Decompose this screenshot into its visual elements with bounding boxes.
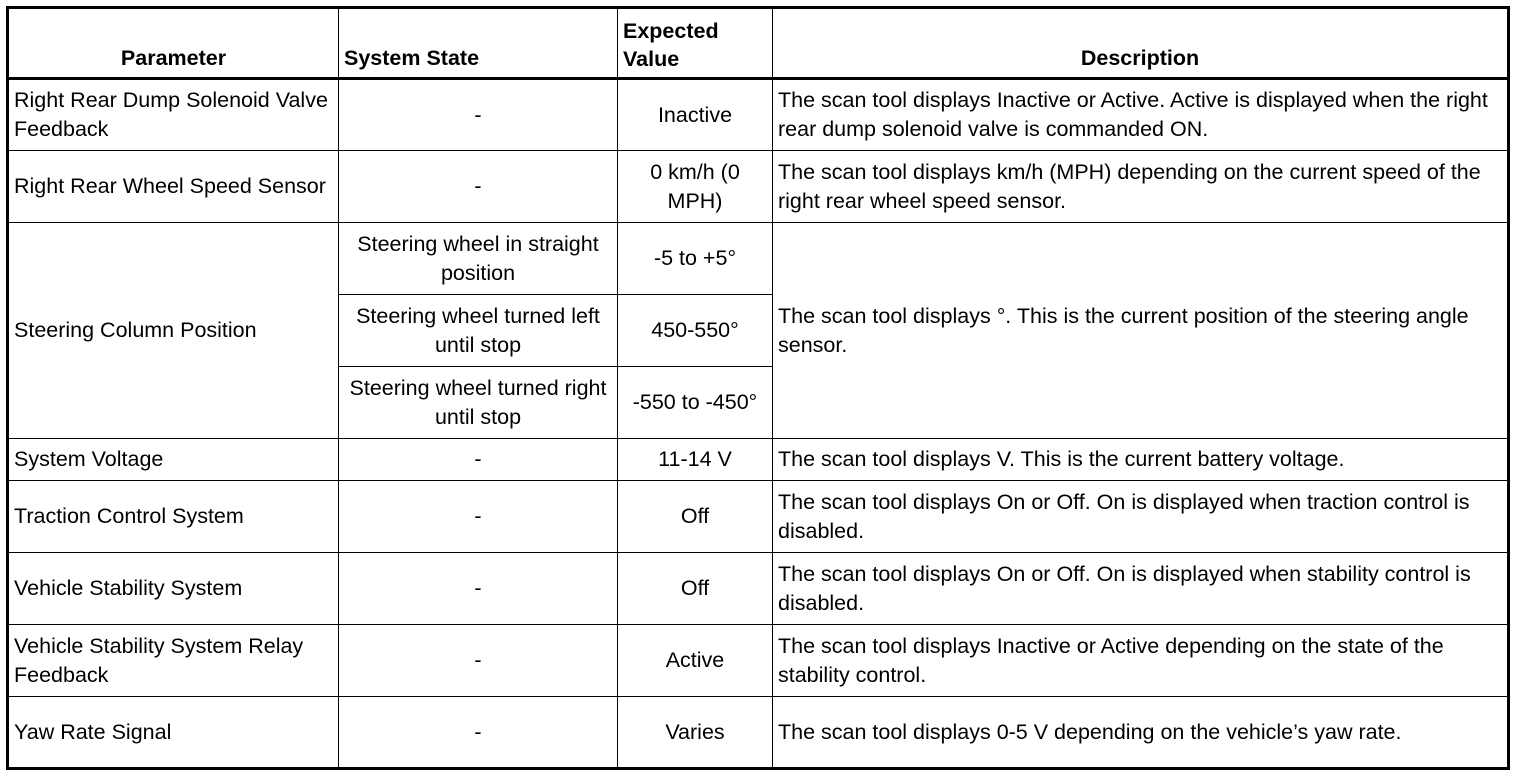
system-state-cell: - xyxy=(339,151,618,223)
expected-value-cell: Inactive xyxy=(618,79,773,151)
parameter-cell: Steering Column Position xyxy=(8,223,339,439)
description-cell: The scan tool displays Inactive or Active. Active is displayed when the right rear dump solenoid valve is commanded ON. xyxy=(773,79,1509,151)
system-state-cell: - xyxy=(339,553,618,625)
expected-value-cell: -5 to +5° xyxy=(618,223,773,295)
expected-value-cell: Active xyxy=(618,625,773,697)
system-state-cell: - xyxy=(339,79,618,151)
parameter-cell: System Voltage xyxy=(8,439,339,481)
parameter-cell: Vehicle Stability System xyxy=(8,553,339,625)
expected-value-cell: 0 km/h (0 MPH) xyxy=(618,151,773,223)
system-state-cell: Steering wheel turned left until stop xyxy=(339,295,618,367)
expected-value-cell: Off xyxy=(618,481,773,553)
description-cell: The scan tool displays 0-5 V depending on the vehicle’s yaw rate. xyxy=(773,697,1509,769)
expected-value-cell: 450-550° xyxy=(618,295,773,367)
scan-tool-data-table xyxy=(6,6,1510,770)
table-row xyxy=(8,223,1509,295)
expected-value-cell: -550 to -450° xyxy=(618,367,773,439)
system-state-cell: - xyxy=(339,625,618,697)
header-system-state: System State xyxy=(339,8,618,79)
system-state-cell: - xyxy=(339,697,618,769)
description-cell: The scan tool displays On or Off. On is displayed when traction control is disabled. xyxy=(773,481,1509,553)
table-row xyxy=(8,553,1509,625)
header-parameter: Parameter xyxy=(8,8,339,79)
parameter-cell: Right Rear Wheel Speed Sensor xyxy=(8,151,339,223)
table-row xyxy=(8,625,1509,697)
system-state-cell: Steering wheel in straight position xyxy=(339,223,618,295)
system-state-cell: Steering wheel turned right until stop xyxy=(339,367,618,439)
system-state-cell: - xyxy=(339,481,618,553)
header-row xyxy=(8,8,1509,79)
parameter-cell: Yaw Rate Signal xyxy=(8,697,339,769)
parameter-cell: Right Rear Dump Solenoid Valve Feedback xyxy=(8,79,339,151)
system-state-cell: - xyxy=(339,439,618,481)
header-expected-value: Expected Value xyxy=(618,8,773,79)
table-row xyxy=(8,439,1509,481)
table-row xyxy=(8,481,1509,553)
expected-value-cell: Off xyxy=(618,553,773,625)
parameter-cell: Traction Control System xyxy=(8,481,339,553)
table-row xyxy=(8,79,1509,151)
expected-value-cell: 11-14 V xyxy=(618,439,773,481)
description-cell: The scan tool displays Inactive or Active depending on the state of the stability control. xyxy=(773,625,1509,697)
description-cell: The scan tool displays km/h (MPH) depending on the current speed of the right rear wheel speed sensor. xyxy=(773,151,1509,223)
description-cell: The scan tool displays °. This is the current position of the steering angle sensor. xyxy=(773,223,1509,439)
description-cell: The scan tool displays V. This is the current battery voltage. xyxy=(773,439,1509,481)
description-cell: The scan tool displays On or Off. On is displayed when stability control is disabled. xyxy=(773,553,1509,625)
table-row xyxy=(8,697,1509,769)
header-description: Description xyxy=(773,8,1509,79)
expected-value-cell: Varies xyxy=(618,697,773,769)
table-row xyxy=(8,151,1509,223)
parameter-cell: Vehicle Stability System Relay Feedback xyxy=(8,625,339,697)
